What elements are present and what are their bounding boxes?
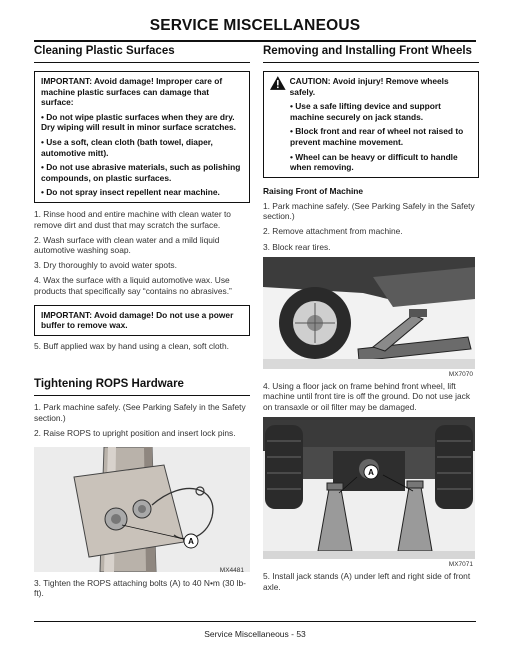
right-column [263,44,479,597]
jack-stand-illustration [263,417,475,559]
important-item: • Do not wipe plastic surfaces when they are dry. Dry wiping will result in minor surface scratches. [41,111,237,133]
rops-figure-id: MX4481 [219,566,244,574]
section-rule [263,62,479,63]
section-rule [34,395,250,396]
page-footer: Service Miscellaneous - 53 [204,629,306,639]
rops-step: 2. Raise ROPS to upright position and insert lock pins. [34,428,236,439]
section-rule [34,62,250,63]
wheels-step-4: 4. Using a floor jack on frame behind front wheel, lift machine until front tire is off the ground. Do not use jack on transaxle or oil filter may be damaged. [263,380,471,412]
caution-box [263,71,479,178]
wheels-step: 2. Remove attachment from machine. [263,226,403,237]
important-item: • Use a soft, clean cloth (bath towel, diaper, automotive mitt). [41,136,213,158]
important-box [34,71,250,203]
floor-jack-figure [263,257,475,378]
cleaning-step: 2. Wash surface with clean water and a mild liquid automotive washing soap. [34,234,220,256]
important-intro: IMPORTANT: Avoid damage! Improper care of machine plastic surfaces can damage that surface: [41,76,223,108]
rops-figure [34,447,250,572]
cleaning-heading: Cleaning Plastic Surfaces [34,45,175,57]
rops-step: 1. Park machine safely. (See Parking Safely in the Safety section.) [34,402,246,423]
important-wax-text: IMPORTANT: Avoid damage! Do not use a power buffer to remove wax. [41,309,234,331]
rops-callout-a: A [188,536,194,546]
important-box-wax [34,305,250,336]
wheels-step: 3. Block rear tires. [263,241,331,252]
important-item: • Do not use abrasive materials, such as polishing compounds, on plastic surfaces. [41,162,241,183]
floor-jack-figure-id: MX7070 [448,370,473,378]
caution-item: • Use a safe lifting device and support machine securely on jack stands. [290,101,441,122]
jack-stand-figure-id: MX7071 [448,560,473,568]
rops-step-3: 3. Tighten the ROPS attaching bolts (A) to 40 N•m (30 lb-ft). [34,577,246,599]
rops-heading: Tightening ROPS Hardware [34,378,184,391]
page-title: SERVICE MISCELLANEOUS [149,17,361,34]
caution-item: • Wheel can be heavy or difficult to handle when removing. [290,151,458,173]
cleaning-step: 3. Dry thoroughly to avoid water spots. [34,260,177,271]
title-rule [34,40,476,42]
caution-header [270,76,472,97]
jack-stand-callout-a: A [368,467,374,477]
left-column [34,44,250,603]
raising-subheading: Raising Front of Machine [263,185,364,196]
wheels-step-5: 5. Install jack stands (A) under left and right side of front axle. [263,570,471,592]
rops-bolt-illustration [34,447,250,572]
cleaning-step: 4. Wax the surface with a liquid automotive wax. Use products that specifically say “contains no abrasives.” [34,275,232,296]
cleaning-step-5: 5. Buff applied wax by hand using a clean, soft cloth. [34,340,229,351]
warning-triangle-icon [270,76,286,90]
cleaning-step: 1. Rinse hood and entire machine with clean water to remove dirt and dust that may scratch the surface. [34,208,231,230]
wheels-step: 1. Park machine safely. (See Parking Safely in the Safety section.) [263,200,475,222]
jack-stand-figure [263,417,475,568]
footer-rule [34,621,476,622]
caution-item: • Block front and rear of wheel not raised to prevent machine movement. [290,126,464,147]
floor-jack-illustration [263,257,475,369]
caution-text: CAUTION: Avoid injury! Remove wheels safely. [289,76,449,97]
wheels-heading: Removing and Installing Front Wheels [263,45,472,57]
important-item: • Do not spray insect repellent near machine. [41,187,220,198]
